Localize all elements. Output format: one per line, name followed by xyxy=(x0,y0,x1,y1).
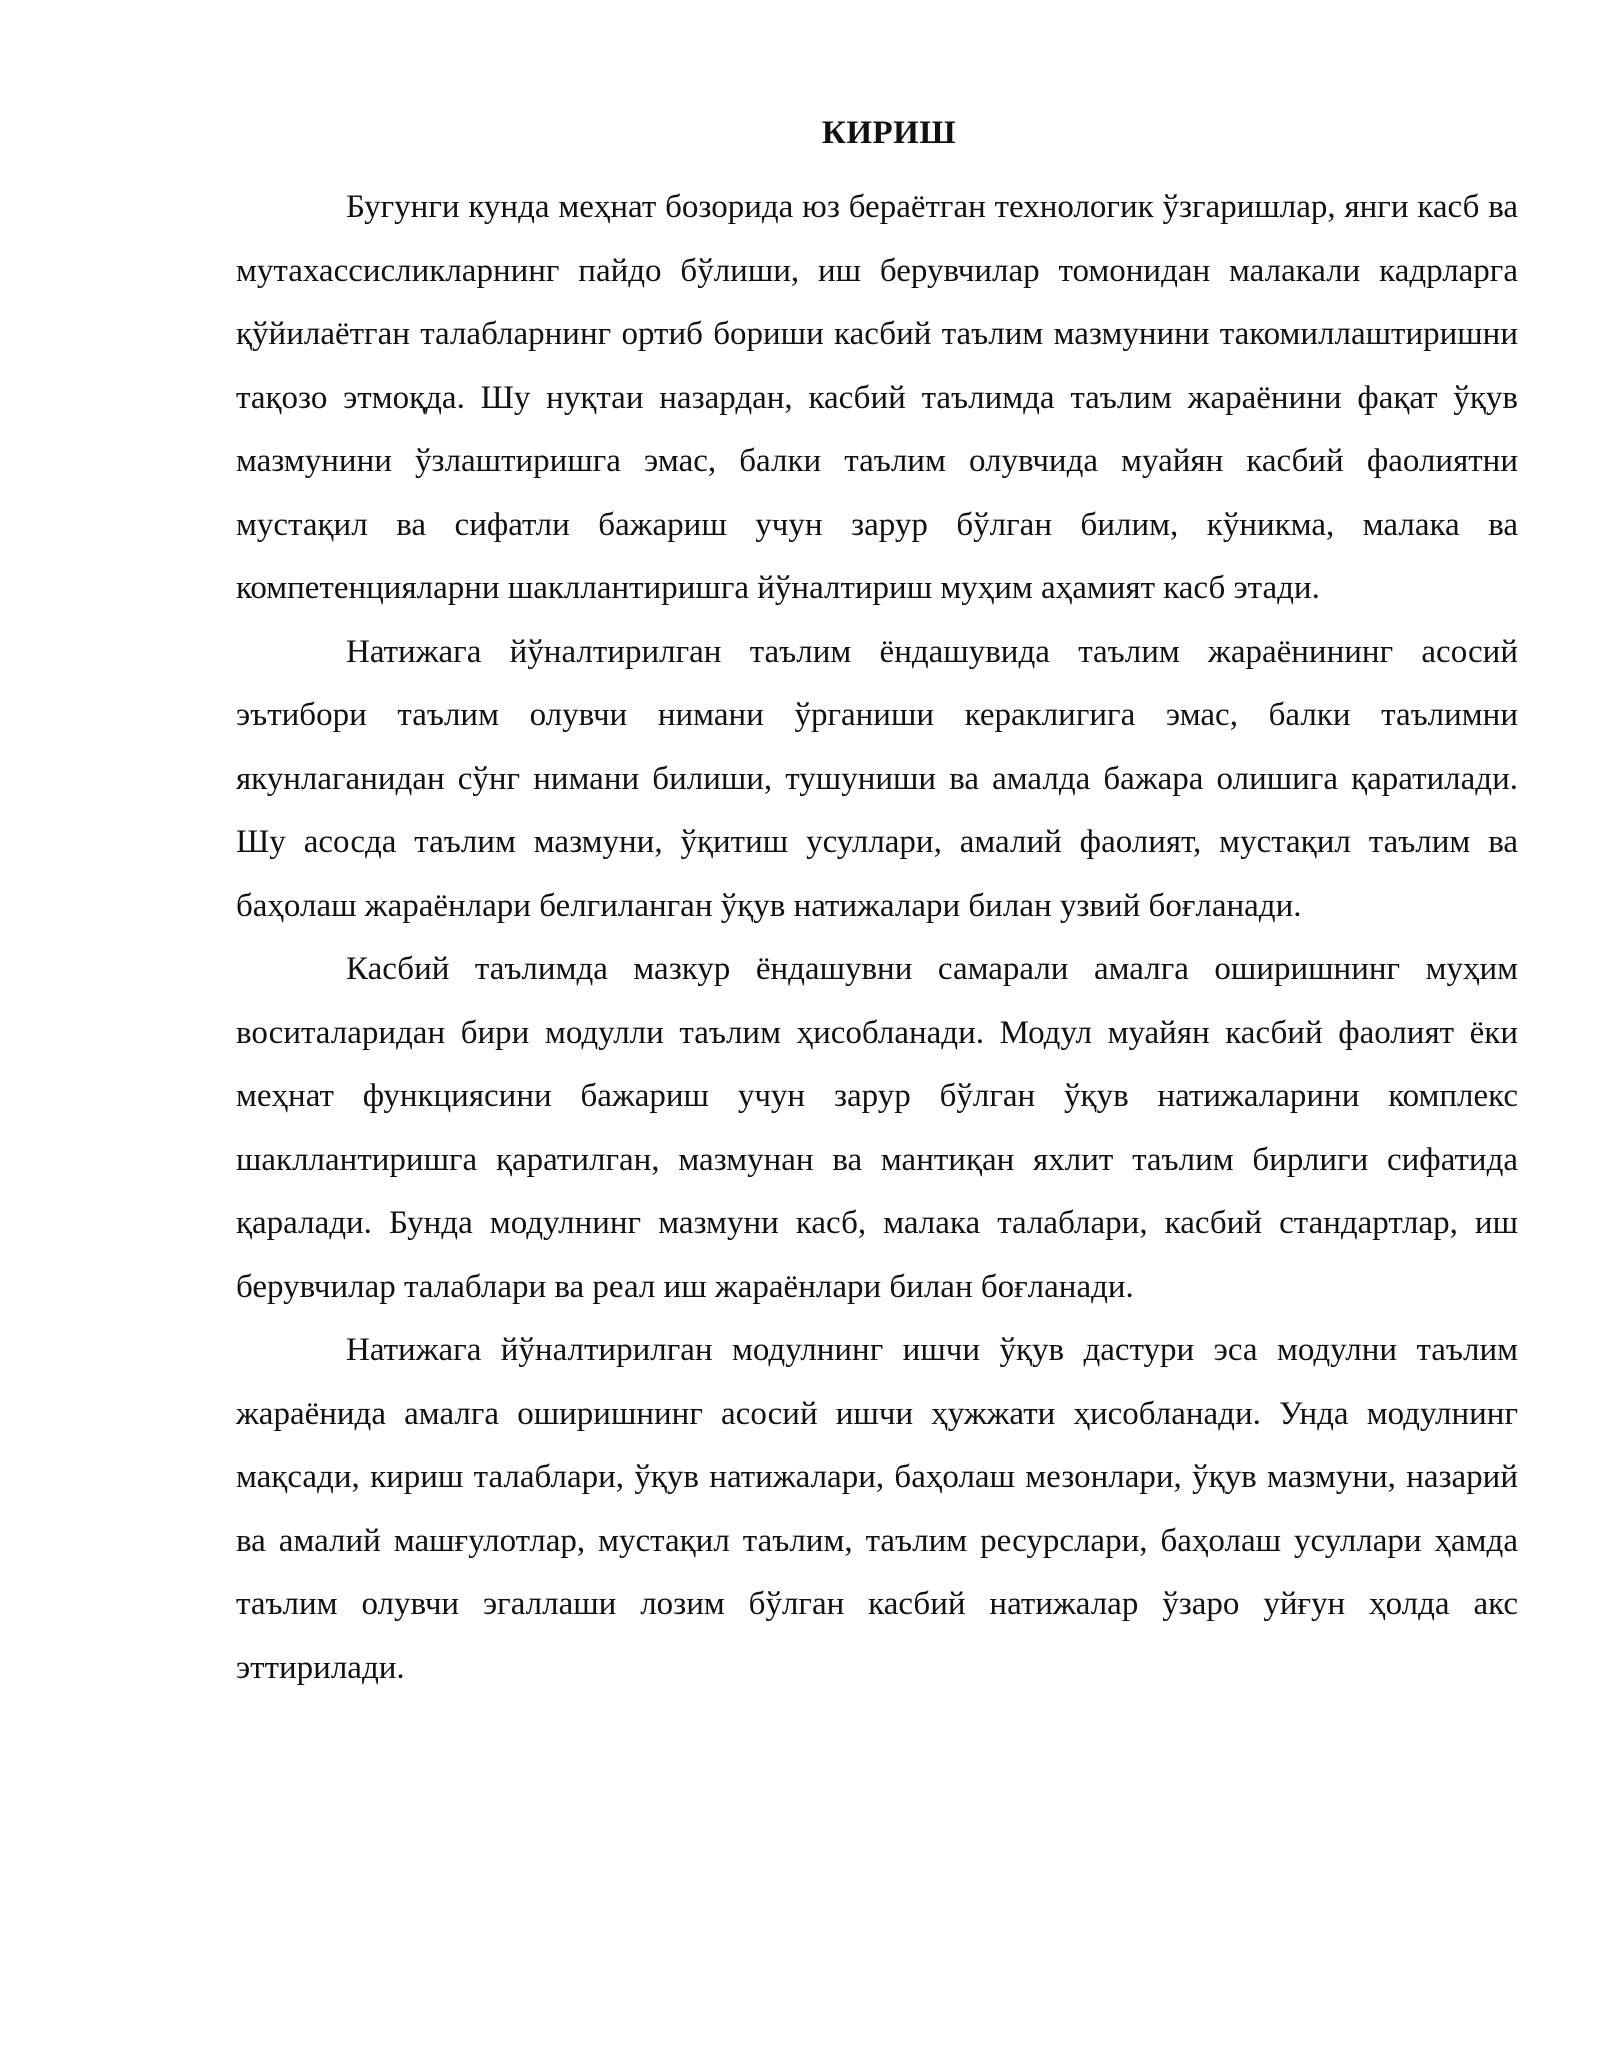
paragraph-4: Натижага йўналтирилган модулнинг ишчи ўқув дастури эса модулни таълим жараёнида амалга оширишнинг асосий ишчи ҳужжати ҳисобланади. Унда модулнинг мақсади, кириш талаблари, ўқув натижалари, баҳолаш мезонлари, ўқув мазмуни, назарий ва амалий машғулотлар, мустақил таълим, таълим ресурслари, баҳолаш усуллари ҳамда таълим олувчи эгаллаши лозим бўлган касбий натижалар ўзаро уйғун ҳолда акс эттирилади. xyxy=(236,1332,1518,1686)
page-title: КИРИШ xyxy=(821,115,957,151)
paragraph-2: Натижага йўналтирилган таълим ёндашувида таълим жараёнининг асосий эътибори таълим олувчи нимани ўрганиши кераклигига эмас, балки таълимни якунлаганидан сўнг нимани билиши, тушуниши ва амалда бажара олишига қаратилади. Шу асосда таълим мазмуни, ўқитиш усуллари, амалий фаолият, мустақил таълим ва баҳолаш жараёнлари белгиланган ўқув натижалари билан узвий боғланади. xyxy=(236,633,1518,924)
paragraph-1: Бугунги кунда меҳнат бозорида юз бераётган технологик ўзгаришлар, янги касб ва мутахассисликларнинг пайдо бўлиши, иш берувчилар томонидан малакали кадрларга қўйилаётган талабларнинг ортиб бориши касбий таълим мазмунини такомиллаштиришни тақозо этмоқда. Шу нуқтаи назардан, касбий таълимда таълим жараёнини фақат ўқув мазмунини ўзлаштиришга эмас, балки таълим олувчида муайян касбий фаолиятни мустақил ва сифатли бажариш учун зарур бўлган билим, кўникма, малака ва компетенцияларни шакллантиришга йўналтириш муҳим аҳамият касб этади. xyxy=(236,189,1518,606)
paragraph-3: Касбий таълимда мазкур ёндашувни самарали амалга оширишнинг муҳим воситаларидан бири модулли таълим ҳисобланади. Модул муайян касбий фаолият ёки меҳнат функциясини бажариш учун зарур бўлган ўқув натижаларини комплекс шакллантиришга қаратилган, мазмунан ва мантиқан яхлит таълим бирлиги сифатида қаралади. Бунда модулнинг мазмуни касб, малака талаблари, касбий стандартлар, иш берувчилар талаблари ва реал иш жараёнлари билан боғланади. xyxy=(236,951,1518,1305)
